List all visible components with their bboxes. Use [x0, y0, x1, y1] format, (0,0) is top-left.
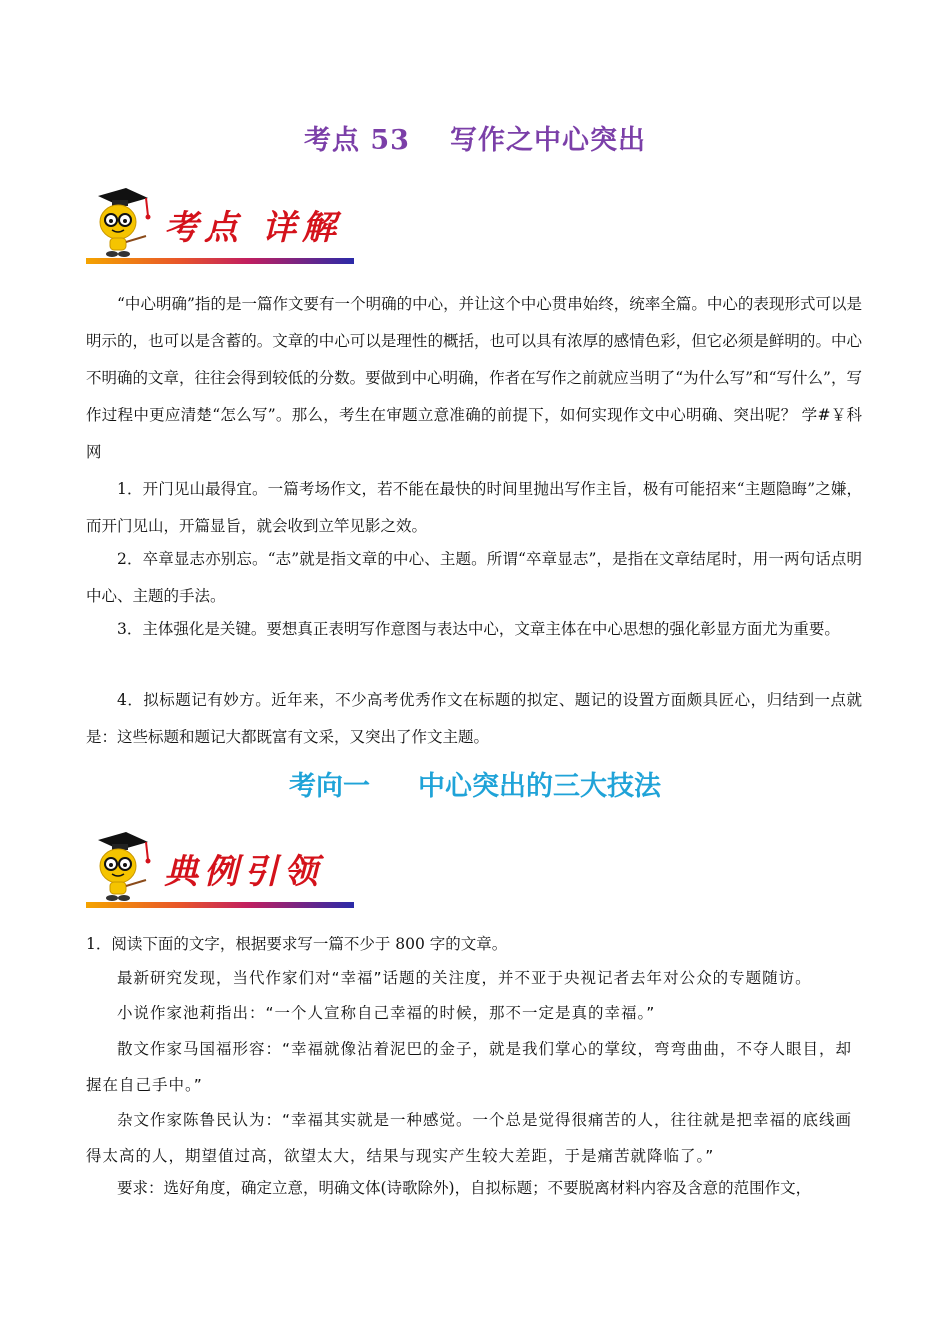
scholar-mascot-icon — [86, 186, 156, 260]
subtitle-text: 中心突出的三大技法 — [418, 771, 661, 802]
title-text: 写作之中心突出 — [449, 125, 646, 156]
section-subtitle — [0, 764, 950, 803]
material-3: 散文作家马国福形容：“幸福就像沾着泥巴的金子，就是我们掌心的掌纹，弯弯曲曲，不夺人眼目，却握在自己手中。” — [86, 1040, 853, 1094]
banner-underline — [86, 258, 354, 264]
banner-label: 典例引领 — [164, 852, 324, 892]
question-requirement: 要求：选好角度，确定立意，明确文体(诗歌除外)，自拟标题；不要脱离材料内容及含意的范围作文， — [117, 1179, 812, 1197]
banner-kaodian-xiangjie — [86, 186, 356, 266]
point-1: 1．开门见山最得宜。一篇考场作文，若不能在最快的时间里抛出写作主旨，极有可能招来“主题隐晦”之嫌，而开门见山，开篇显旨，就会收到立竿见影之效。 — [86, 480, 862, 535]
material-2: 小说作家池莉指出：“一个人宣称自己幸福的时候，那不一定是真的幸福。” — [117, 1004, 656, 1022]
point-3: 3．主体强化是关键。要想真正表明写作意图与表达中心，文章主体在中心思想的强化彰显方面尤为重要。 — [117, 620, 840, 638]
material-1: 最新研究发现，当代作家们对“幸福”话题的关注度，并不亚于央视记者去年对公众的专题随访。 — [117, 969, 812, 987]
banner-label: 考点 详解 — [164, 208, 342, 248]
intro-paragraph: “中心明确”指的是一篇作文要有一个明确的中心，并让这个中心贯串始终，统率全篇。中心的表现形式可以是明示的，也可以是含蓄的。文章的中心可以是理性的概括，也可以具有浓厚的感情色彩，但它必须是鲜明的。中心不明确的文章，往往会得到较低的分数。要做到中心明确，作者在写作之前就应当明了“为什么写”和“写什么”，写作过程中更应清楚“怎么写”。那么，考生在审题立意准确的前提下，如何实现作文中心明确、突出呢？ 学#￥科网 — [86, 295, 862, 461]
scholar-mascot-icon — [86, 830, 156, 904]
page-title — [0, 118, 950, 157]
point-4: 4．拟标题记有妙方。近年来，不少高考优秀作文在标题的拟定、题记的设置方面颇具匠心，归结到一点就是：这些标题和题记大都既富有文采，又突出了作文主题。 — [86, 691, 862, 746]
banner-underline — [86, 902, 354, 908]
material-4: 杂文作家陈鲁民认为：“幸福其实就是一种感觉。一个总是觉得很痛苦的人，往往就是把幸福的底线画得太高的人，期望值过高，欲望太大，结果与现实产生较大差距，于是痛苦就降临了。” — [86, 1111, 853, 1165]
question-stem: 1．阅读下面的文字，根据要求写一篇不少于 800 字的文章。 — [86, 935, 508, 953]
point-2: 2．卒章显志亦别忘。“志”就是指文章的中心、主题。所谓“卒章显志”，是指在文章结尾时，用一两句话点明中心、主题的手法。 — [86, 550, 862, 605]
subtitle-lead: 考向一 — [289, 771, 370, 802]
banner-dianli-yinling — [86, 830, 356, 910]
title-number: 考点 53 — [304, 125, 410, 156]
